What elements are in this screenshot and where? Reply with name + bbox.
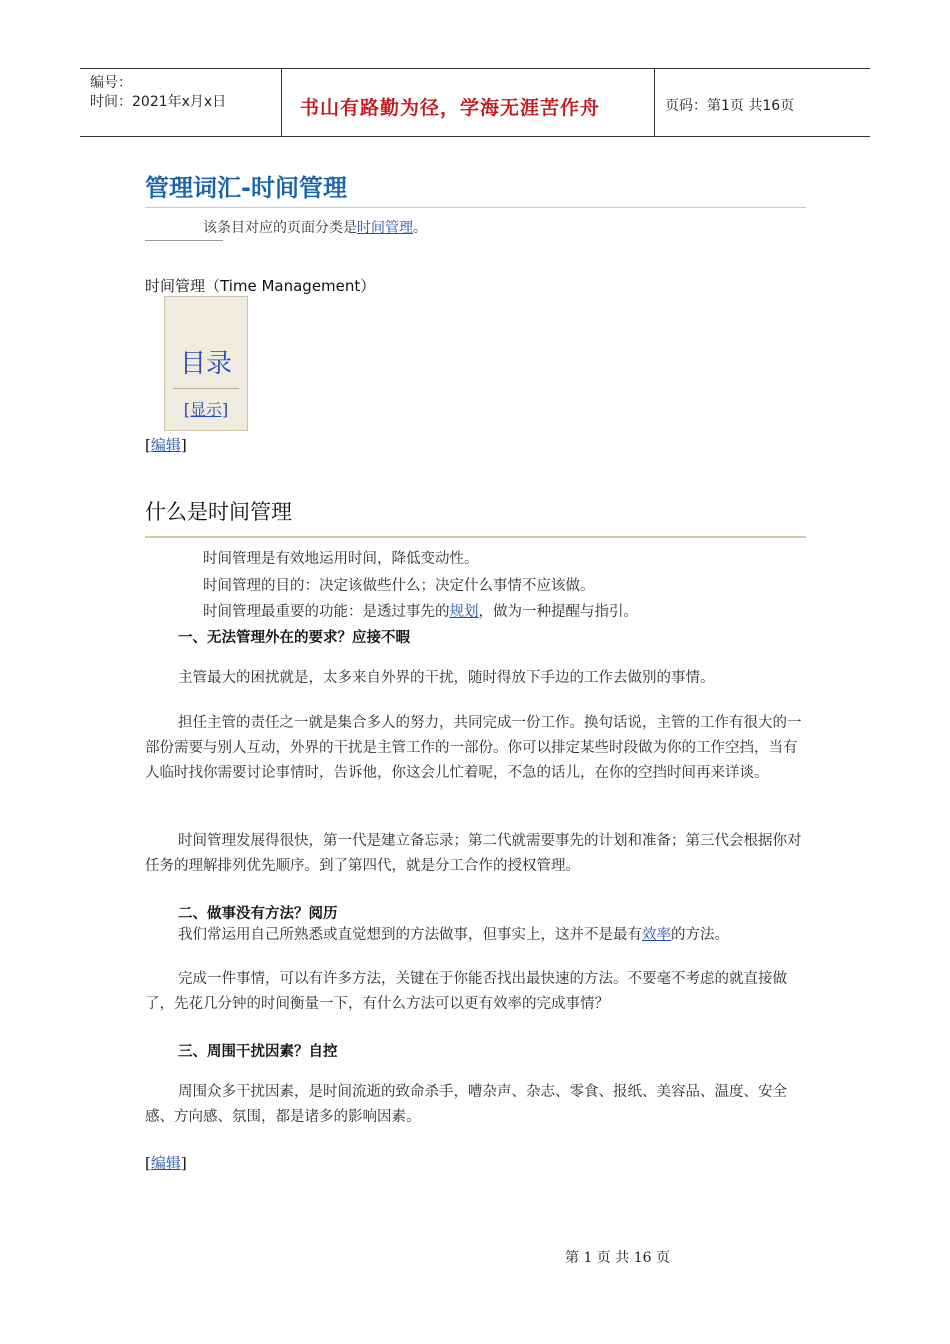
subsection-heading-1: 一、无法管理外在的要求？应接不暇 xyxy=(178,630,410,646)
intro-line-1: 时间管理是有效地运用时间，降低变动性。 xyxy=(203,551,479,567)
header-page-cell xyxy=(655,69,870,136)
intro3-suffix: ，做为一种提醒与指引。 xyxy=(478,604,638,620)
document-header xyxy=(80,68,870,137)
s1-paragraph-3: 时间管理发展得很快，第一代是建立备忘录；第二代就需要事先的计划和准备；第三代会根据你对任务的理解排列优先顺序。到了第四代，就是分工合作的授权管理。 xyxy=(145,833,802,874)
edit-bracket-close: ] xyxy=(180,436,187,454)
page-footer: 第 1 页 共 16 页 xyxy=(565,1250,670,1266)
intro-line-2: 时间管理的目的：决定该做些什么；决定什么事情不应该做。 xyxy=(203,578,595,594)
edit-bracket-close: ] xyxy=(180,1154,187,1172)
edit-link-2 xyxy=(145,1152,187,1173)
s2p1-prefix: 我们常运用自己所熟悉或直觉想到的方法做事，但事实上，这并不是最有 xyxy=(178,927,642,943)
header-meta-cell xyxy=(80,69,282,136)
page-title: 管理词汇-时间管理 xyxy=(145,174,347,202)
s3-paragraph-1: 周围众多干扰因素，是时间流逝的致命杀手，嘈杂声、杂志、零食、报纸、美容品、温度、安全感、方向感、氛围，都是诸多的影响因素。 xyxy=(145,1084,787,1125)
table-of-contents-box xyxy=(164,296,248,431)
category-link[interactable]: 时间管理 xyxy=(357,220,413,236)
toc-title: 目录 xyxy=(179,349,232,379)
number-label: 编号： xyxy=(90,75,132,91)
section-divider xyxy=(145,536,806,538)
page-info: 页码：第1页 共16页 xyxy=(665,98,795,114)
intro-line-3 xyxy=(203,600,638,621)
s2-paragraph-2: 完成一件事情，可以有许多方法，关键在于你能否找出最快速的方法。不要毫不考虑的就直接做了，先花几分钟的时间衡量一下，有什么方法可以更有效率的完成事情？ xyxy=(145,971,787,1012)
category-prefix: 该条目对应的页面分类是 xyxy=(203,220,357,236)
edit-link-1 xyxy=(145,434,187,455)
time-label: 时间：2021年x月x日 xyxy=(90,94,227,110)
subsection-heading-2: 二、做事没有方法？阅历 xyxy=(178,906,338,922)
toc-show-toggle[interactable] xyxy=(165,397,247,420)
short-divider xyxy=(145,240,223,241)
s1-paragraph-1: 主管最大的困扰就是，太多来自外界的干扰，随时得放下手边的工作去做别的事情。 xyxy=(178,670,715,686)
efficiency-link[interactable]: 效率 xyxy=(642,927,671,943)
category-suffix: 。 xyxy=(413,220,427,236)
edit-bracket-open: [ xyxy=(145,1154,151,1172)
section-heading: 什么是时间管理 xyxy=(145,500,292,524)
intro3-prefix: 时间管理最重要的功能：是透过事先的 xyxy=(203,604,450,620)
motto-text: 书山有路勤为径，学海无涯苦作舟 xyxy=(300,97,601,119)
subsection-heading-3: 三、周围干扰因素？自控 xyxy=(178,1044,338,1060)
s2p1-suffix: 的方法。 xyxy=(671,927,729,943)
edit-link[interactable]: 编辑 xyxy=(150,436,181,454)
edit-link[interactable]: 编辑 xyxy=(150,1154,181,1172)
toc-show-label[interactable]: [显示] xyxy=(183,400,229,419)
category-line xyxy=(203,217,427,237)
title-divider xyxy=(145,207,806,208)
planning-link[interactable]: 规划 xyxy=(449,604,479,620)
s2-paragraph-1 xyxy=(145,923,806,948)
toc-divider xyxy=(173,388,239,389)
header-motto-cell xyxy=(282,69,655,136)
english-heading: 时间管理（Time Management） xyxy=(145,277,376,295)
s1-paragraph-2: 担任主管的责任之一就是集合多人的努力，共同完成一份工作。换句话说，主管的工作有很大的一部份需要与别人互动，外界的干扰是主管工作的一部份。你可以排定某些时段做为你的工作空挡，当有人临时找你需要讨论事情时，告诉他，你这会儿忙着呢，不急的话儿，在你的空挡时间再来详谈。 xyxy=(145,715,802,781)
edit-bracket-open: [ xyxy=(145,436,151,454)
